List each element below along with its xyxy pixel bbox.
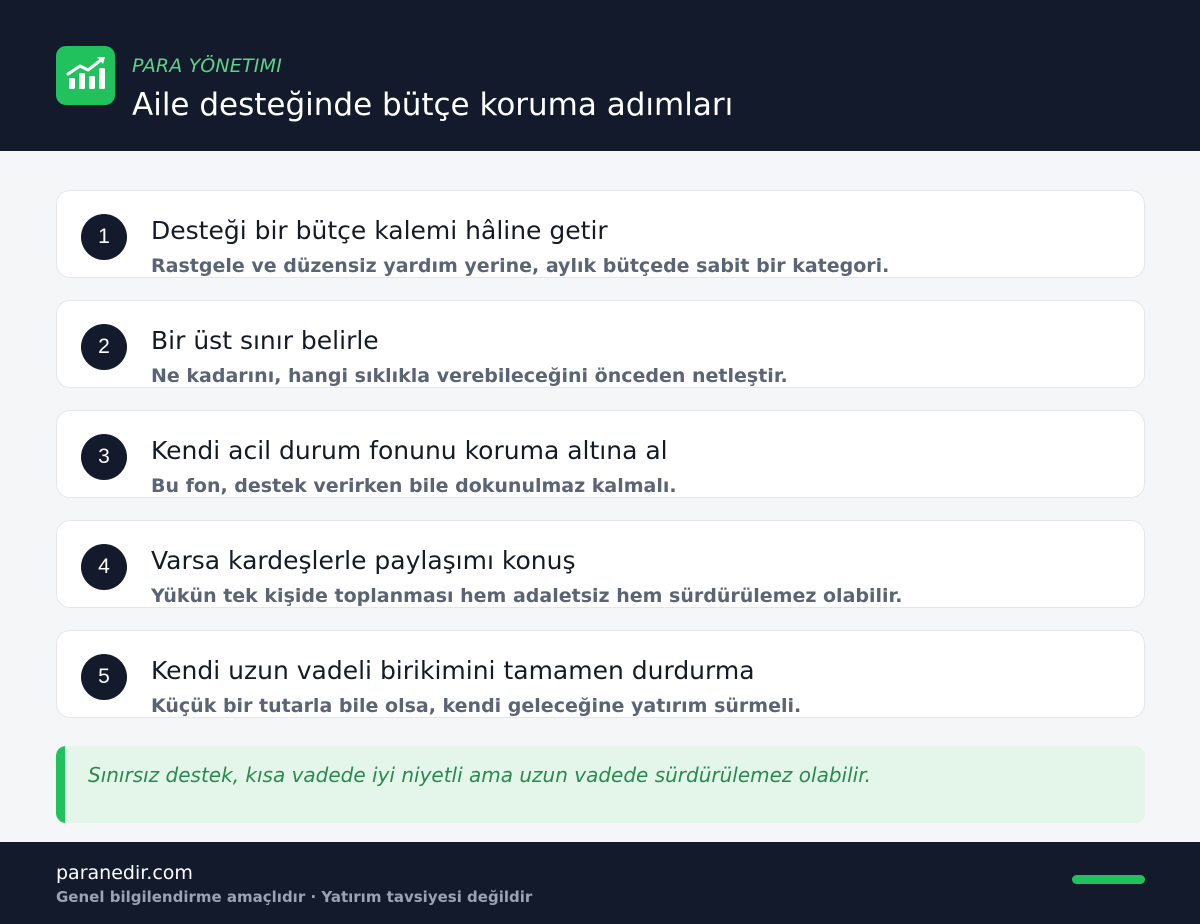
step-number-badge: 3 [81, 434, 127, 480]
step-title: Kendi uzun vadeli birikimini tamamen durdurma [151, 656, 755, 685]
footer-accent-bar [1072, 875, 1145, 884]
warning-note [56, 746, 1145, 823]
step-card [56, 630, 1145, 718]
step-title: Desteği bir bütçe kalemi hâline getir [151, 216, 608, 245]
step-number-badge: 1 [81, 214, 127, 260]
site-name: paranedir.com [56, 862, 193, 884]
steps-list [56, 190, 1145, 740]
footer-bar [0, 842, 1200, 924]
step-card [56, 300, 1145, 388]
header-bar [0, 0, 1200, 151]
step-description: Yükün tek kişide toplanması hem adaletsiz hem sürdürülemez olabilir. [151, 585, 903, 607]
logo [56, 46, 115, 105]
growth-chart-icon [56, 46, 115, 105]
step-number-badge: 4 [81, 544, 127, 590]
step-title: Bir üst sınır belirle [151, 326, 379, 355]
page-title: Aile desteğinde bütçe koruma adımları [132, 87, 734, 123]
step-card [56, 190, 1145, 278]
step-description: Küçük bir tutarla bile olsa, kendi geleceğine yatırım sürmeli. [151, 695, 802, 717]
step-title: Kendi acil durum fonunu koruma altına al [151, 436, 668, 465]
step-description: Rastgele ve düzensiz yardım yerine, aylık bütçede sabit bir kategori. [151, 255, 890, 277]
category-label: PARA YÖNETIMI [132, 55, 282, 77]
note-text: Sınırsız destek, kısa vadede iyi niyetli ama uzun vadede sürdürülemez olabilir. [88, 763, 871, 787]
step-number-badge: 5 [81, 654, 127, 700]
step-title: Varsa kardeşlerle paylaşımı konuş [151, 546, 576, 575]
step-card [56, 410, 1145, 498]
note-accent-bar [56, 746, 65, 823]
step-card [56, 520, 1145, 608]
step-description: Ne kadarını, hangi sıklıkla verebileceğini önceden netleştir. [151, 365, 788, 387]
disclaimer-text: Genel bilgilendirme amaçlıdır · Yatırım tavsiyesi değildir [56, 888, 533, 906]
step-number-badge: 2 [81, 324, 127, 370]
step-description: Bu fon, destek verirken bile dokunulmaz kalmalı. [151, 475, 677, 497]
